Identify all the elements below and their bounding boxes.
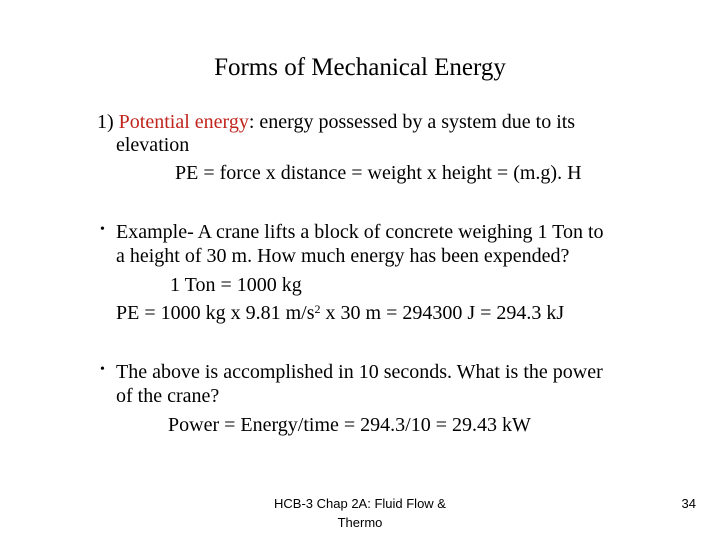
page-number: 34 <box>681 496 696 511</box>
footer-line-1: HCB-3 Chap 2A: Fluid Flow & <box>274 496 446 511</box>
potential-energy-formula: PE = force x distance = weight x height = (m.g). H <box>175 162 582 184</box>
potential-energy-term: Potential energy <box>118 111 249 133</box>
item-number: 1) <box>97 111 114 133</box>
slide-title: Forms of Mechanical Energy <box>214 54 506 81</box>
potential-energy-definition <box>97 110 575 134</box>
power-line-2: of the crane? <box>116 385 220 407</box>
footer-line-2: Thermo <box>337 515 383 530</box>
power-calculation: Power = Energy/time = 294.3/10 = 29.43 kW <box>168 414 531 436</box>
conversion-line: 1 Ton = 1000 kg <box>170 274 302 296</box>
bullet-icon: • <box>100 222 105 237</box>
slide-footer <box>240 494 480 532</box>
definition-continuation: elevation <box>116 134 190 156</box>
example-calculation <box>116 301 564 325</box>
calc-part-2: x 30 m = 294300 J = 294.3 kJ <box>320 302 565 324</box>
definition-text: : energy possessed by a system due to its <box>248 111 576 133</box>
bullet-icon: • <box>100 362 105 377</box>
example-line-2: a height of 30 m. How much energy has been expended? <box>116 245 570 267</box>
example-line-1: Example- A crane lifts a block of concrete weighing 1 Ton to <box>116 221 604 243</box>
power-line-1: The above is accomplished in 10 seconds. What is the power <box>116 361 603 383</box>
exponent: 2 <box>314 302 321 316</box>
calc-part-1: PE = 1000 kg x 9.81 m/s <box>116 302 315 324</box>
